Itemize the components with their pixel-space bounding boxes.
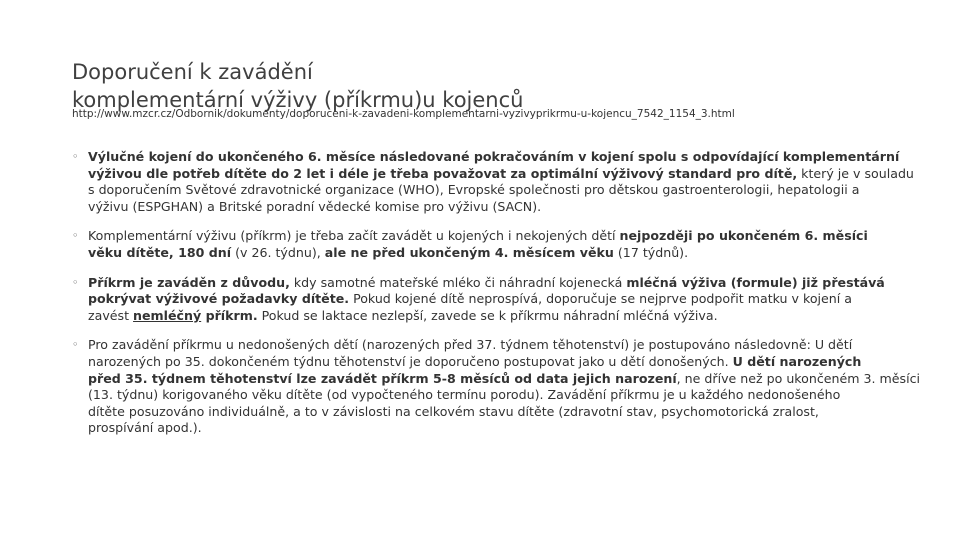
bullet-line: [88, 337, 892, 354]
text-run: (17 týdnů).: [613, 244, 689, 260]
bullet-line: [88, 308, 892, 325]
source-link[interactable]: http://www.mzcr.cz/Odbornik/dokumenty/doporuceni-k-zavadeni-komplementarni-vyzivyprikrmu-u-kojencu_7542_1154_3.html: [72, 108, 735, 120]
bold-text: nemléčný: [133, 307, 202, 323]
bullet-item: [72, 275, 892, 325]
bold-text: ale ne před ukončeným 4. měsícem věku: [324, 244, 614, 260]
text-run: (13. týdnu) korigovaného věku dítěte (od vypočteného termínu porodu). Zavádění příkrmu je u každého nedonošeného: [88, 387, 841, 403]
text-run: výživu (ESPGHAN) a Britské poradní vědecké komise pro výživu (SACN).: [88, 198, 542, 214]
text-run: s doporučením Světové zdravotnické organizace (WHO), Evropské společnosti pro dětskou gastroenterologii, hepatologii a: [88, 182, 860, 198]
bullet-line: [88, 182, 892, 199]
bullet-line: [88, 387, 892, 404]
bold-text: Příkrm je zaváděn z důvodu,: [88, 274, 290, 290]
text-run: Pokud kojené dítě neprospívá, doporučuje se nejprve podpořit matku v kojení a: [349, 291, 852, 307]
bold-text: pokrývat výživové požadavky dítěte.: [88, 291, 350, 307]
bullet-line: [88, 291, 892, 308]
bullet-marker-icon: ◦: [72, 275, 79, 289]
text-run: Pro zavádění příkrmu u nedonošených dětí (narozených před 37. týdnem těhotenství) je postupováno následovně: U dětí: [88, 337, 853, 353]
text-run: , ne dříve než po ukončeném 3. měsíci: [676, 370, 921, 386]
bullet-item: [72, 149, 914, 215]
bold-text: U dětí narozených: [732, 353, 862, 369]
text-run: Komplementární výživu (příkrm) je třeba začít zavádět u kojených i nekojených dětí: [88, 228, 620, 244]
bullet-line: [88, 149, 900, 166]
text-run: zavést: [88, 307, 134, 323]
bullet-list: [72, 149, 921, 450]
bold-text: mléčná výživa (formule) již přestává: [626, 274, 885, 290]
bullet-line: [88, 199, 892, 216]
text-run: který je v souladu: [797, 165, 914, 181]
title-line-1: Doporučení k zavádění: [72, 60, 313, 85]
text-run: Pokud se laktace nezlepší, zavede se k příkrmu náhradní mléčná výživa.: [257, 307, 718, 323]
bullet-line: [88, 420, 892, 437]
bullet-marker-icon: ◦: [72, 338, 79, 352]
bullet-marker-icon: ◦: [72, 150, 79, 163]
bold-text: Výlučné kojení do ukončeného 6. měsíce následované pokračováním v kojení spolu s odpovídající komplementární: [88, 149, 900, 164]
bold-text: před 35. týdnem těhotenství lze zavádět příkrm 5-8 měsíců od data jejich narození: [88, 370, 677, 386]
text-run: prospívání apod.).: [88, 420, 202, 436]
bullet-line: [88, 404, 892, 421]
bold-text: nejpozději po ukončeném 6. měsíci: [619, 228, 868, 244]
bullet-line: [88, 228, 892, 245]
text-run: narozených po 35. dokončeném týdnu těhotenství je doporučeno postupovat jako u dětí donošených.: [88, 353, 733, 369]
title-line-2: komplementární výživy (příkrmu)u kojenců: [72, 88, 524, 113]
bullet-line: [88, 245, 892, 262]
bullet-line: [88, 370, 921, 388]
text-run: kdy samotné mateřské mléko či náhradní kojenecká: [289, 274, 627, 290]
text-run: (v 26. týdnu),: [231, 244, 325, 260]
bullet-marker-icon: ◦: [72, 229, 79, 243]
bold-text: věku dítěte, 180 dní: [88, 244, 232, 260]
text-run: dítěte posuzováno individuálně, a to v závislosti na celkovém stavu dítěte (zdravotní stav, psychomotorická zralost,: [88, 403, 819, 419]
page-title: [72, 58, 912, 114]
bold-text: výživou dle potřeb dítěte do 2 let i déle je třeba považovat za optimální výživový standard pro dítě,: [88, 165, 798, 181]
bullet-line: [88, 354, 892, 371]
bullet-line: [88, 165, 914, 183]
bullet-item: [72, 228, 892, 261]
bold-text: příkrm.: [201, 307, 258, 323]
bullet-item: [72, 337, 921, 437]
bullet-line: [88, 275, 892, 292]
